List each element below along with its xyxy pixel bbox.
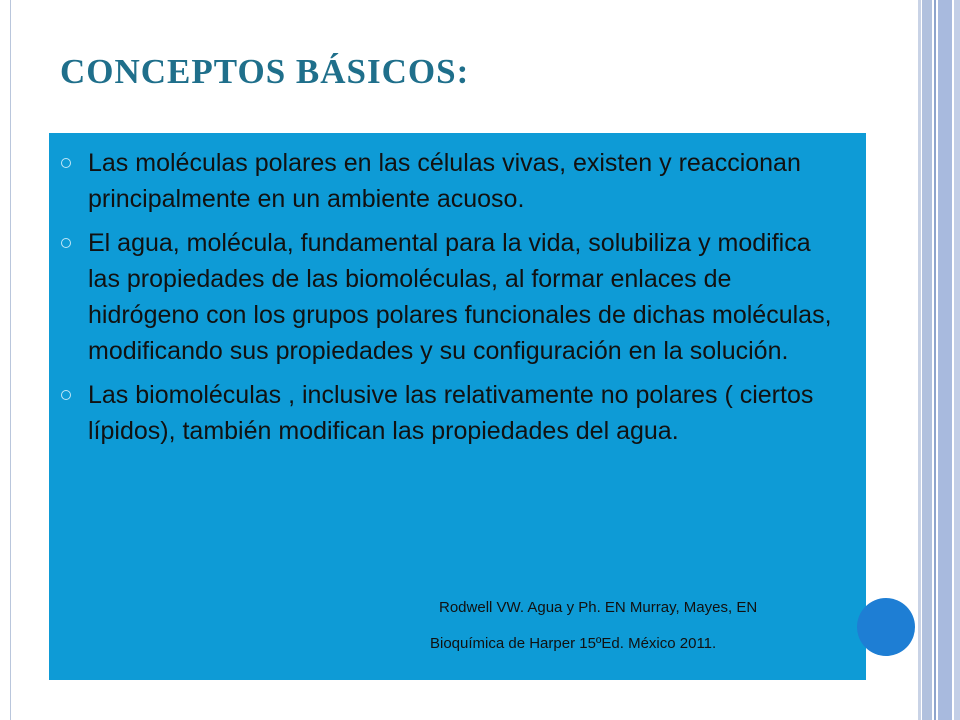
bullet-item [49, 145, 849, 217]
bullet-circle-icon [61, 238, 71, 248]
bullet-list [49, 145, 849, 457]
decorative-bar [938, 0, 952, 720]
circle-decoration [857, 598, 915, 656]
decorative-bar [934, 0, 936, 720]
decorative-bar [918, 0, 921, 720]
decorative-bar [922, 0, 932, 720]
left-border-line [10, 0, 11, 720]
bullet-item [49, 225, 849, 369]
content-box [49, 133, 866, 680]
bullet-item [49, 377, 849, 449]
bullet-text: El agua, molécula, fundamental para la vida, solubiliza y modifica las propiedades de las biomoléculas, al formar enlaces de hidrógeno con los grupos polares funcionales de dichas moléculas, modificando sus propiedades y su configuración en la solución. [88, 229, 832, 365]
right-decorative-bars [918, 0, 960, 720]
decorative-bar [954, 0, 960, 720]
bullet-circle-icon [61, 390, 71, 400]
citation-line-2: Bioquímica de Harper 15ºEd. México 2011. [430, 635, 717, 652]
bullet-text: Las biomoléculas , inclusive las relativamente no polares ( ciertos lípidos), también modifican las propiedades del agua. [88, 381, 814, 445]
bullet-circle-icon [61, 158, 71, 168]
slide-title: CONCEPTOS BÁSICOS: [60, 52, 470, 91]
bullet-text: Las moléculas polares en las células vivas, existen y reaccionan principalmente en un ambiente acuoso. [88, 149, 801, 213]
citation-line-1: Rodwell VW. Agua y Ph. EN Murray, Mayes, EN [439, 599, 758, 616]
